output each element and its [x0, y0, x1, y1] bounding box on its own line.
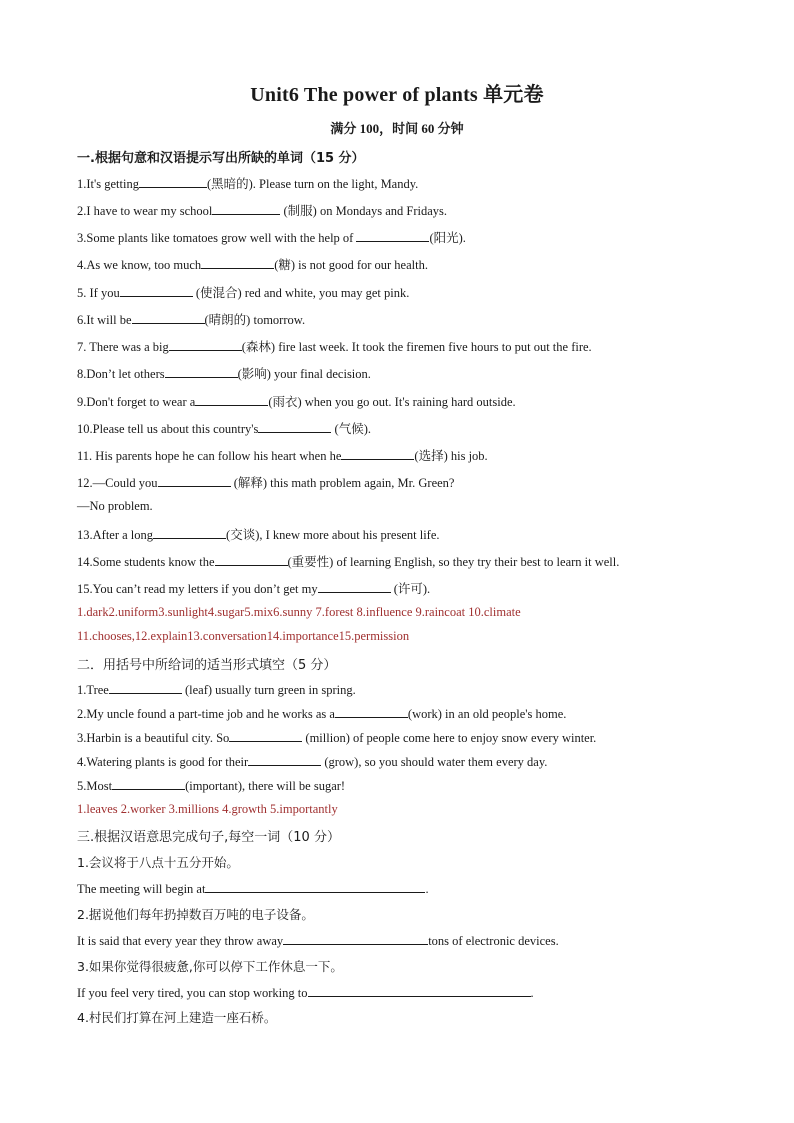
- s1-answer-line-2: 11.chooses,12.explain13.conversation14.importance15.permission: [77, 629, 410, 643]
- answer-blank[interactable]: [120, 284, 193, 297]
- s1-question-12-reply: —No problem.: [77, 499, 153, 513]
- s1-question-9: 9.Don't forget to wear a (雨衣) when you go out. It's raining hard outside.: [77, 395, 516, 409]
- s1-question-4: 4.As we know, too much (糖) is not good for our health.: [77, 258, 428, 272]
- answer-blank[interactable]: [356, 229, 429, 242]
- s1-question-11: 11. His parents hope he can follow his heart when he (选择) his job.: [77, 449, 488, 463]
- s2-question-2: 2.My uncle found a part-time job and he works as a (work) in an old people's home.: [77, 707, 567, 721]
- s3-question-3-chinese: 3.如果你觉得很疲惫,你可以停下工作休息一下。: [77, 959, 343, 974]
- s1-question-6: 6.It will be (晴朗的) tomorrow.: [77, 313, 306, 327]
- s1-question-7: 7. There was a big (森林) fire last week. It took the firemen five hours to put out the fire.: [77, 340, 592, 354]
- answer-blank[interactable]: [248, 753, 321, 766]
- s1-question-14: 14.Some students know the (重要性) of learning English, so they try their best to learn it well.: [77, 555, 620, 569]
- s2-answer-line: 1.leaves 2.worker 3.millions 4.growth 5.importantly: [77, 802, 338, 816]
- s1-question-3: 3.Some plants like tomatoes grow well with the help of (阳光).: [77, 231, 466, 245]
- s2-question-5: 5.Most (important), there will be sugar!: [77, 779, 346, 793]
- answer-blank[interactable]: [341, 447, 414, 460]
- s1-question-15: 15.You can’t read my letters if you don’t get my (许可).: [77, 582, 431, 596]
- answer-blank[interactable]: [258, 420, 331, 433]
- answer-blank[interactable]: [212, 202, 280, 215]
- s1-question-12: 12.—Could you (解释) this math problem again, Mr. Green?: [77, 476, 455, 490]
- answer-blank[interactable]: [195, 393, 268, 406]
- s1-answer-line-1: 1.dark2.uniform3.sunlight4.sugar5.mix6.sunny 7.forest 8.influence 9.raincoat 10.climate: [77, 605, 521, 619]
- answer-blank[interactable]: [139, 175, 207, 188]
- s3-question-1-english: The meeting will begin at .: [77, 882, 429, 896]
- answer-blank[interactable]: [318, 580, 391, 593]
- answer-blank[interactable]: [169, 338, 242, 351]
- answer-blank[interactable]: [153, 526, 226, 539]
- answer-blank[interactable]: [109, 681, 182, 694]
- s2-question-4: 4.Watering plants is good for their (grow), so you should water them every day.: [77, 755, 548, 769]
- section1-heading: 一.根据句意和汉语提示写出所缺的单词（15 分）: [77, 151, 365, 166]
- s3-question-2-chinese: 2.据说他们每年扔掉数百万吨的电子设备。: [77, 907, 314, 922]
- answer-blank[interactable]: [112, 777, 185, 790]
- section2-heading: 二．用括号中所给词的适当形式填空（5 分）: [77, 658, 337, 673]
- answer-blank[interactable]: [132, 311, 205, 324]
- s1-question-13: 13.After a long (交谈), I knew more about his present life.: [77, 528, 440, 542]
- section3-heading: 三.根据汉语意思完成句子,每空一词（10 分）: [77, 830, 340, 845]
- answer-blank[interactable]: [158, 474, 231, 487]
- s3-question-4-chinese: 4.村民们打算在河上建造一座石桥。: [77, 1010, 277, 1025]
- answer-blank[interactable]: [201, 256, 274, 269]
- s1-question-2: 2.I have to wear my school (制服) on Mondays and Fridays.: [77, 204, 448, 218]
- answer-blank[interactable]: [308, 984, 531, 997]
- s2-question-3: 3.Harbin is a beautiful city. So (million) of people come here to enjoy snow every winter.: [77, 731, 597, 745]
- page-title: Unit6 The power of plants 单元卷: [250, 84, 544, 106]
- answer-blank[interactable]: [229, 729, 302, 742]
- s3-question-1-chinese: 1.会议将于八点十五分开始。: [77, 855, 239, 870]
- answer-blank[interactable]: [205, 880, 425, 893]
- s1-question-8: 8.Don’t let others (影响) your final decision.: [77, 367, 371, 381]
- s3-question-2-english: It is said that every year they throw away tons of electronic devices.: [77, 934, 559, 948]
- answer-blank[interactable]: [165, 365, 238, 378]
- answer-blank[interactable]: [283, 932, 428, 945]
- s1-question-1: 1.It's getting (黑暗的). Please turn on the light, Mandy.: [77, 177, 419, 191]
- s2-question-1: 1.Tree (leaf) usually turn green in spring.: [77, 683, 356, 697]
- page-subtitle: 满分 100，时间 60 分钟: [330, 121, 464, 136]
- answer-blank[interactable]: [215, 553, 288, 566]
- s1-question-10: 10.Please tell us about this country's (气候).: [77, 422, 371, 436]
- answer-blank[interactable]: [335, 705, 408, 718]
- s1-question-5: 5. If you (使混合) red and white, you may get pink.: [77, 286, 410, 300]
- s3-question-3-english: If you feel very tired, you can stop working to .: [77, 986, 534, 1000]
